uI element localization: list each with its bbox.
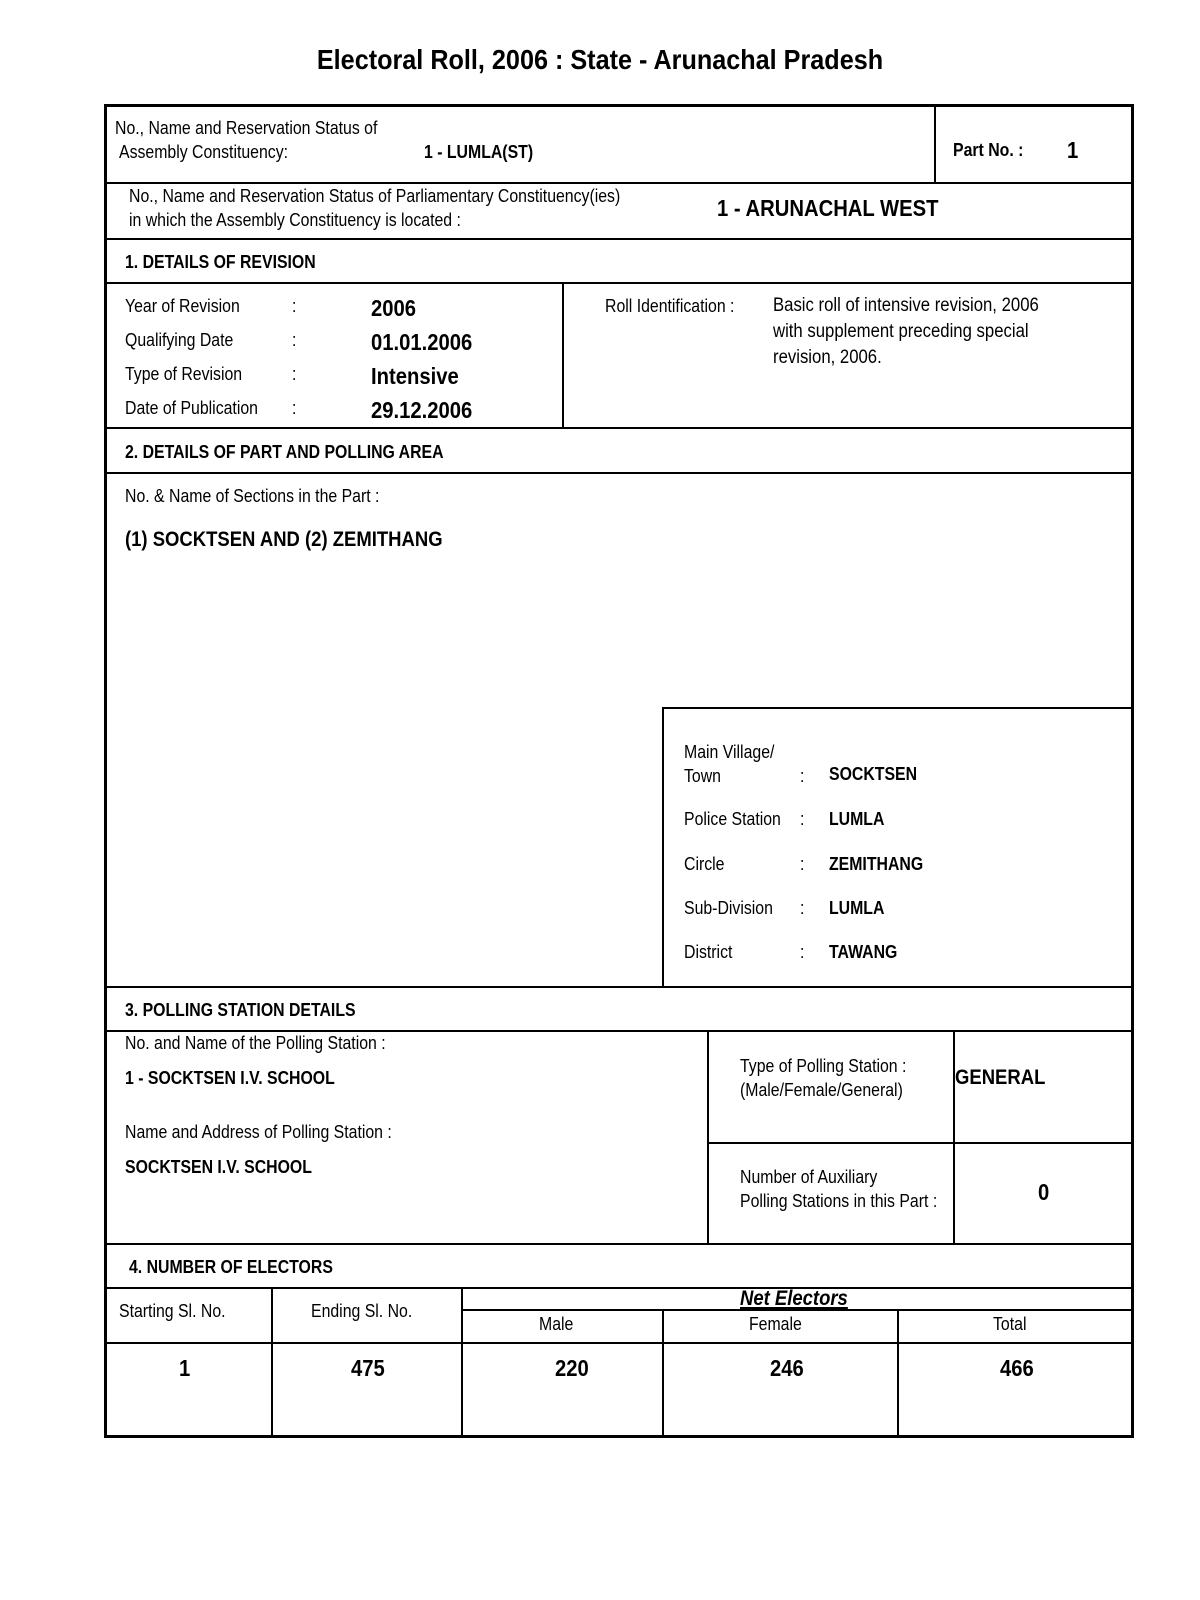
divider bbox=[707, 1030, 709, 1245]
circle-value: ZEMITHANG bbox=[829, 854, 924, 874]
colon: : bbox=[292, 296, 297, 316]
colon: : bbox=[292, 364, 297, 384]
ending-sl-value: 475 bbox=[351, 1355, 385, 1381]
divider bbox=[107, 427, 1131, 429]
main-village-label2: Town bbox=[684, 766, 721, 786]
pc-value: 1 - ARUNACHAL WEST bbox=[717, 195, 939, 221]
divider bbox=[953, 1030, 955, 1245]
polling-station-label: No. and Name of the Polling Station : bbox=[125, 1033, 386, 1053]
divider bbox=[897, 1310, 899, 1438]
revision-year-label: Year of Revision bbox=[125, 296, 240, 316]
electoral-roll-form bbox=[104, 104, 1134, 1438]
divider bbox=[107, 1287, 1131, 1289]
divider bbox=[107, 1243, 1131, 1245]
roll-id-line1: Basic roll of intensive revision, 2006 bbox=[773, 295, 1039, 316]
divider bbox=[107, 1342, 1131, 1344]
sections-value: (1) SOCKTSEN AND (2) ZEMITHANG bbox=[125, 528, 443, 551]
qualifying-date-value: 01.01.2006 bbox=[371, 329, 473, 355]
section2-heading: 2. DETAILS OF PART AND POLLING AREA bbox=[125, 442, 444, 462]
pc-label-line1: No., Name and Reservation Status of Parliamentary Constituency(ies) bbox=[129, 186, 621, 206]
section1-heading: 1. DETAILS OF REVISION bbox=[125, 252, 316, 272]
polling-address-value: SOCKTSEN I.V. SCHOOL bbox=[125, 1157, 312, 1177]
publication-date-label: Date of Publication bbox=[125, 398, 258, 418]
net-electors-header: Net Electors bbox=[740, 1287, 848, 1310]
main-village-value: SOCKTSEN bbox=[829, 764, 918, 784]
ps-type-value: GENERAL bbox=[955, 1066, 1046, 1089]
divider bbox=[934, 107, 936, 184]
colon: : bbox=[800, 854, 805, 874]
total-header: Total bbox=[993, 1314, 1027, 1334]
male-header: Male bbox=[539, 1314, 574, 1334]
aux-label-line2: Polling Stations in this Part : bbox=[740, 1191, 938, 1211]
revision-type-label: Type of Revision bbox=[125, 364, 243, 384]
total-value: 466 bbox=[1000, 1355, 1034, 1381]
colon: : bbox=[292, 330, 297, 350]
roll-id-label: Roll Identification : bbox=[605, 296, 735, 316]
revision-type-value: Intensive bbox=[371, 363, 459, 389]
ac-label-line1: No., Name and Reservation Status of bbox=[115, 118, 378, 138]
part-no-value: 1 bbox=[1067, 137, 1079, 163]
divider bbox=[707, 1142, 1131, 1144]
divider bbox=[662, 707, 664, 988]
section4-heading: 4. NUMBER OF ELECTORS bbox=[129, 1257, 333, 1277]
starting-sl-value: 1 bbox=[179, 1355, 191, 1381]
colon: : bbox=[292, 398, 297, 418]
divider bbox=[562, 282, 564, 428]
female-header: Female bbox=[749, 1314, 802, 1334]
aux-value: 0 bbox=[1038, 1179, 1050, 1205]
sub-division-label: Sub-Division bbox=[684, 898, 773, 918]
aux-label-line1: Number of Auxiliary bbox=[740, 1167, 878, 1187]
sub-division-value: LUMLA bbox=[829, 898, 885, 918]
ending-sl-header: Ending Sl. No. bbox=[311, 1301, 413, 1321]
ac-label-line2: Assembly Constituency: bbox=[119, 142, 289, 162]
section3-heading: 3. POLLING STATION DETAILS bbox=[125, 1000, 356, 1020]
divider bbox=[107, 282, 1131, 284]
colon: : bbox=[800, 809, 805, 829]
divider bbox=[107, 238, 1131, 240]
colon: : bbox=[800, 766, 805, 786]
ac-value: 1 - LUMLA(ST) bbox=[424, 142, 534, 162]
ps-type-label-line1: Type of Polling Station : bbox=[740, 1056, 907, 1076]
revision-year-value: 2006 bbox=[371, 295, 417, 321]
female-value: 246 bbox=[770, 1355, 804, 1381]
polling-station-value: 1 - SOCKTSEN I.V. SCHOOL bbox=[125, 1068, 335, 1088]
divider bbox=[107, 472, 1131, 474]
circle-label: Circle bbox=[684, 854, 725, 874]
roll-id-line2: with supplement preceding special bbox=[773, 321, 1029, 342]
police-station-label: Police Station bbox=[684, 809, 781, 829]
divider bbox=[461, 1287, 463, 1438]
district-label: District bbox=[684, 942, 733, 962]
part-no-label: Part No. : bbox=[953, 140, 1024, 160]
divider bbox=[107, 182, 1131, 184]
starting-sl-header: Starting Sl. No. bbox=[119, 1301, 226, 1321]
ps-type-label-line2: (Male/Female/General) bbox=[740, 1080, 903, 1100]
male-value: 220 bbox=[555, 1355, 589, 1381]
publication-date-value: 29.12.2006 bbox=[371, 397, 473, 423]
sections-label: No. & Name of Sections in the Part : bbox=[125, 486, 380, 506]
roll-id-line3: revision, 2006. bbox=[773, 347, 882, 368]
district-value: TAWANG bbox=[829, 942, 898, 962]
divider bbox=[662, 1310, 664, 1438]
main-village-label: Main Village/ bbox=[684, 742, 775, 762]
divider bbox=[662, 707, 1131, 709]
qualifying-date-label: Qualifying Date bbox=[125, 330, 234, 350]
polling-address-label: Name and Address of Polling Station : bbox=[125, 1122, 392, 1142]
colon: : bbox=[800, 898, 805, 918]
page-title: Electoral Roll, 2006 : State - Arunachal Pradesh bbox=[316, 44, 884, 75]
colon: : bbox=[800, 942, 805, 962]
pc-label-line2: in which the Assembly Constituency is located : bbox=[129, 210, 461, 230]
divider bbox=[107, 986, 1131, 988]
police-station-value: LUMLA bbox=[829, 809, 885, 829]
divider bbox=[271, 1287, 273, 1438]
